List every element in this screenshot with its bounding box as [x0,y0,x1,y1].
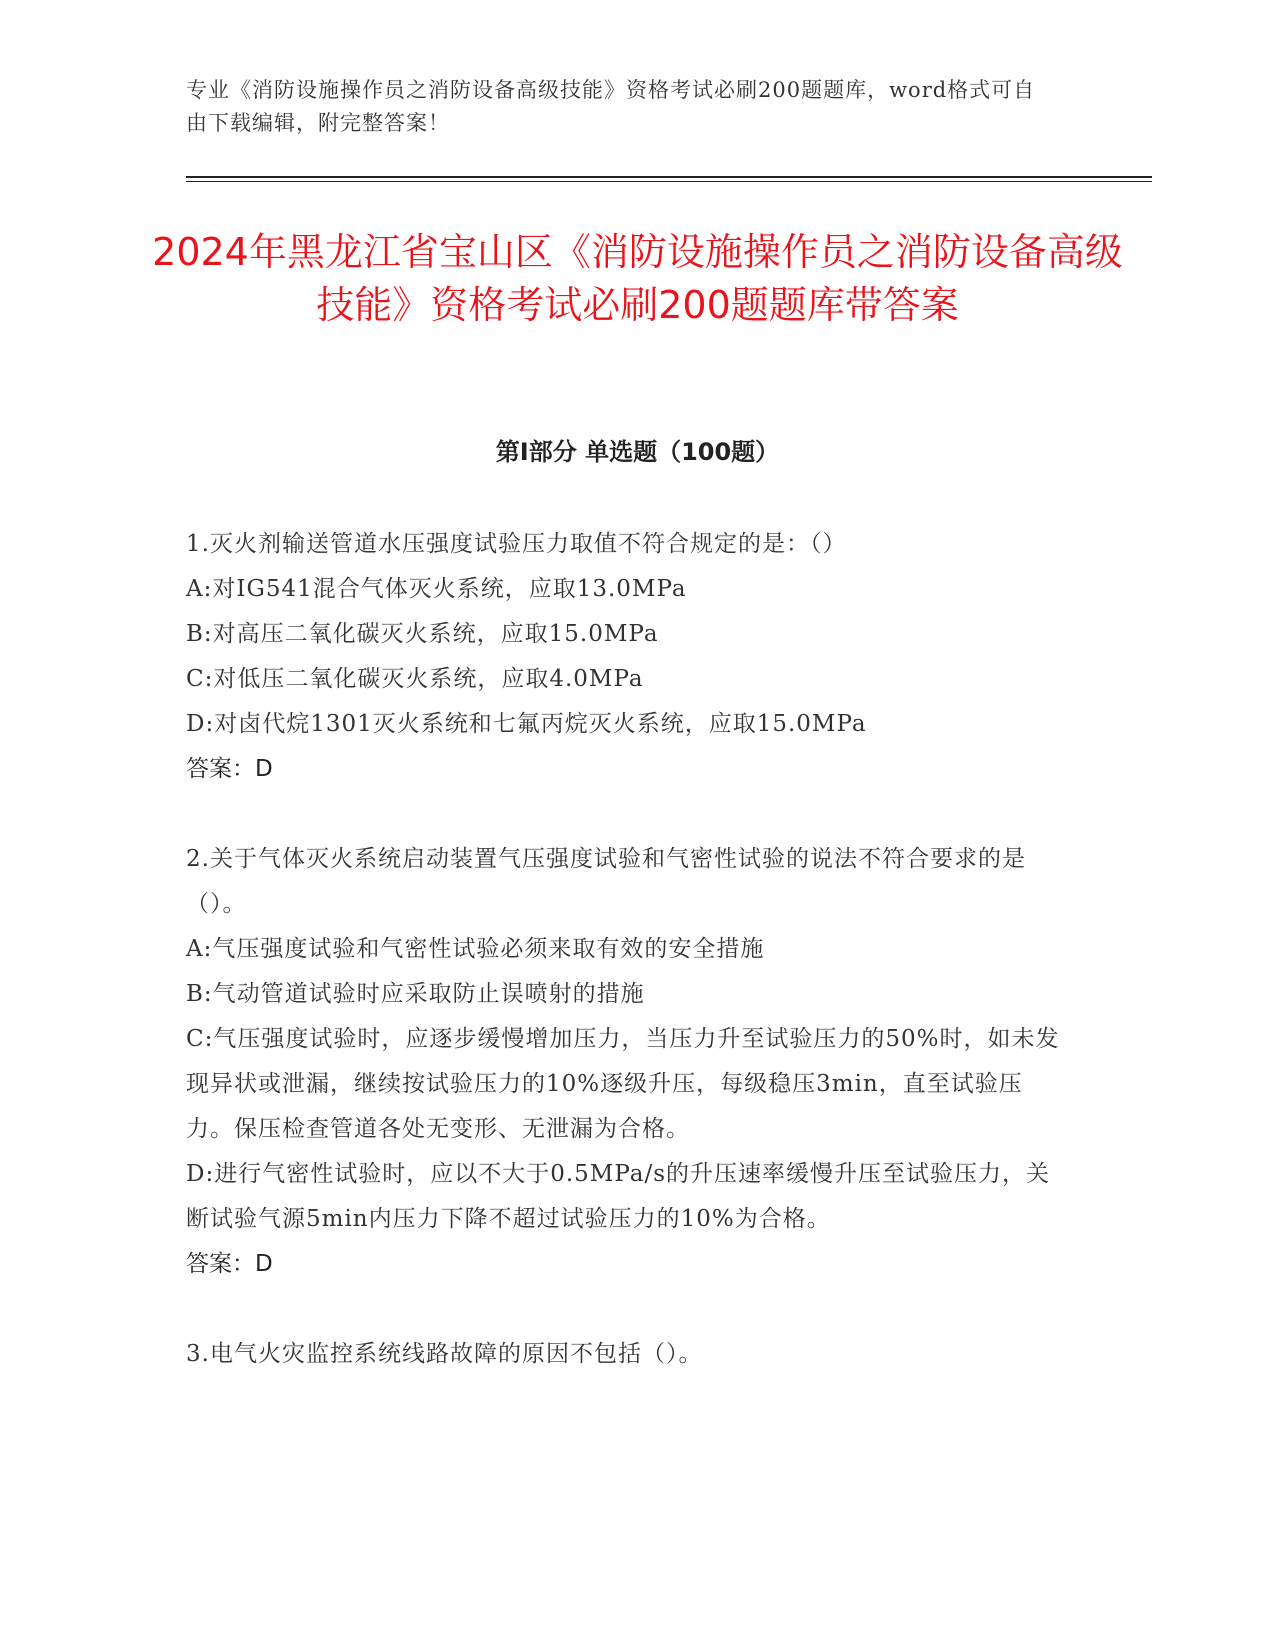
header-divider [186,176,1152,178]
question-list [186,522,1066,1422]
question-2 [186,837,1066,1287]
question-1 [186,522,1066,792]
option-a: A:气压强度试验和气密性试验必须来取有效的安全措施 [186,936,765,962]
header-note: 专业《消防设施操作员之消防设备高级技能》资格考试必刷200题题库，word格式可自由下载编辑，附完整答案！ [186,78,1036,135]
question-stem: 3.电气火灾监控系统线路故障的原因不包括（）。 [186,1341,703,1367]
option-b: B:对高压二氧化碳灭火系统，应取15.0MPa [186,621,659,647]
option-d: D:进行气密性试验时，应以不大于0.5MPa/s的升压速率缓慢升压至试验压力，关断试验气源5min内压力下降不超过试验压力的10%为合格。 [186,1161,1051,1232]
question-stem: 1.灭火剂输送管道水压强度试验压力取值不符合规定的是：（） [186,531,847,557]
option-c: C:气压强度试验时，应逐步缓慢增加压力，当压力升至试验压力的50%时，如未发现异状或泄漏，继续按试验压力的10%逐级升压，每级稳压3min，直至试验压力。保压检查管道各处无变形、无泄漏为合格。 [186,1026,1060,1142]
answer: 答案：D [186,1251,273,1277]
question-3 [186,1332,1066,1377]
question-stem: 2.关于气体灭火系统启动装置气压强度试验和气密性试验的说法不符合要求的是（）。 [186,846,1026,917]
header-divider-thin [186,181,1152,182]
option-a: A:对IG541混合气体灭火系统，应取13.0MPa [186,576,687,602]
option-d: D:对卤代烷1301灭火系统和七氟丙烷灭火系统，应取15.0MPa [186,711,867,737]
option-b: B:气动管道试验时应采取防止误喷射的措施 [186,981,645,1007]
section-title: 第I部分 单选题（100题） [495,438,780,466]
option-c: C:对低压二氧化碳灭火系统，应取4.0MPa [186,666,644,692]
document-title: 2024年黑龙江省宝山区《消防设施操作员之消防设备高级技能》资格考试必刷200题题库带答案 [152,230,1123,327]
answer: 答案：D [186,756,273,782]
